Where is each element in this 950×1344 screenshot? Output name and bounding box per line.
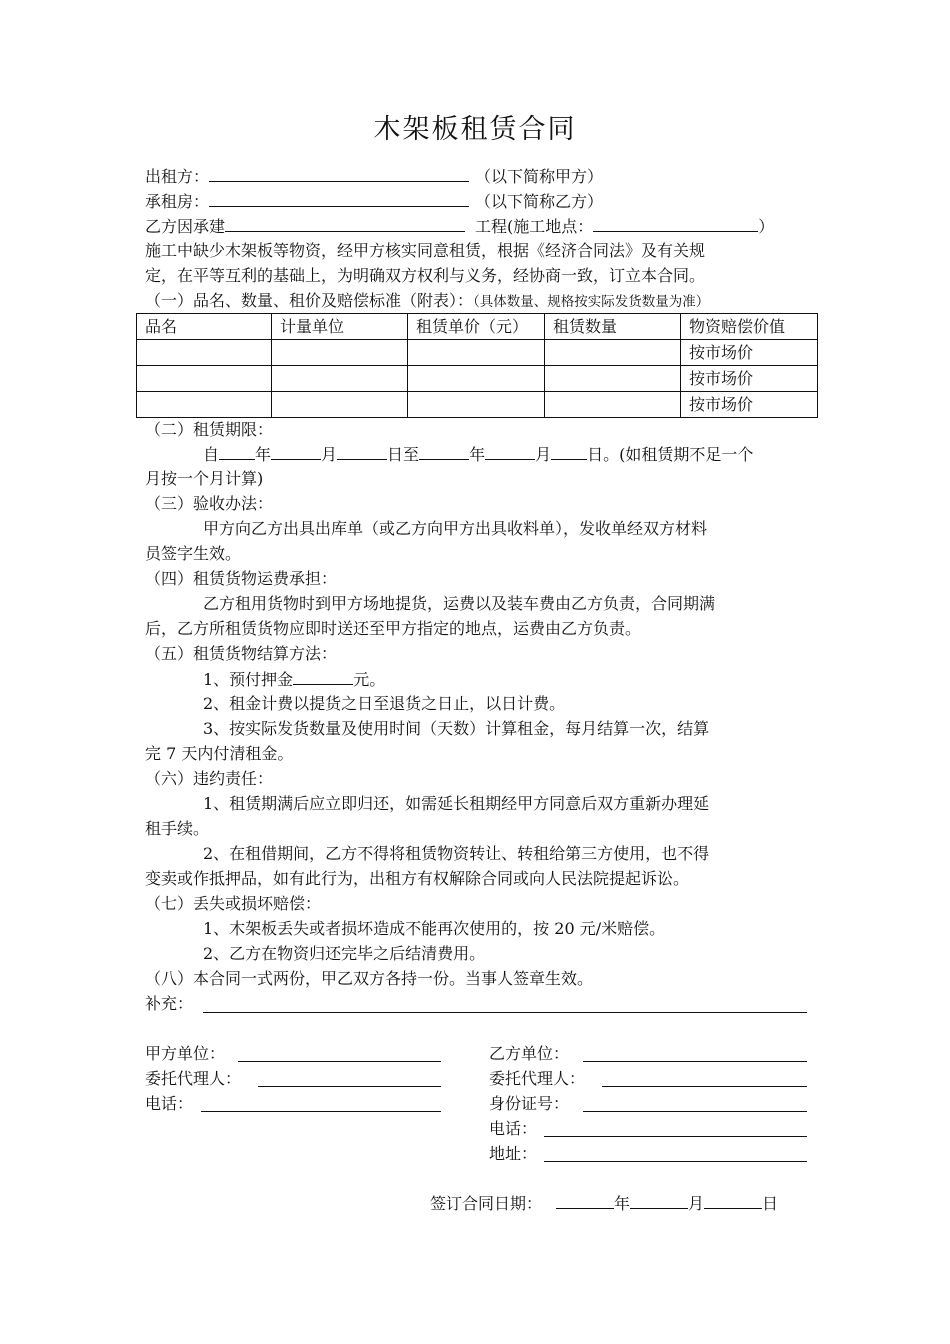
table-row	[137, 340, 818, 366]
page-title: 木架板租赁合同	[373, 114, 577, 145]
section1-heading	[145, 290, 709, 313]
lessee-line	[145, 190, 603, 213]
table-cell[interactable]	[545, 366, 681, 392]
party-a-phone-field[interactable]	[201, 1111, 441, 1112]
party-a-unit-label: 甲方单位：	[145, 1044, 226, 1063]
section7-item2: 2、乙方在物资归还完毕之后结清费用。	[203, 944, 486, 963]
section5-item3-line2: 完 7 天内付清租金。	[145, 744, 294, 763]
table-row	[137, 366, 818, 392]
table-cell[interactable]	[137, 340, 272, 366]
from-label: 自	[203, 445, 220, 464]
party-a-agent-label: 委托代理人：	[145, 1069, 242, 1088]
year-label: 年	[469, 445, 486, 464]
table-cell: 按市场价	[681, 392, 818, 418]
party-b-address-field[interactable]	[544, 1161, 807, 1162]
header-cell: 租赁数量	[545, 314, 681, 340]
end-day-field[interactable]	[551, 443, 587, 460]
project-prefix: 乙方因承建	[145, 217, 226, 236]
table-cell[interactable]	[408, 340, 545, 366]
lessor-label: 出租方：	[145, 167, 210, 186]
sign-year-label: 年	[614, 1194, 631, 1213]
table-cell[interactable]	[272, 340, 408, 366]
sign-date-line	[430, 1192, 778, 1215]
month-label: 月	[321, 445, 338, 464]
table-row	[137, 392, 818, 418]
section3-line1: 甲方向乙方出具出库单（或乙方向甲方出具收料单），发收单经双方材料	[203, 519, 708, 538]
sign-date-label: 签订合同日期：	[430, 1194, 543, 1213]
lessee-field[interactable]	[209, 190, 469, 207]
party-b-unit-label: 乙方单位：	[489, 1044, 570, 1063]
party-a-phone-label: 电话：	[145, 1094, 194, 1113]
deposit-suffix: 元。	[353, 670, 386, 689]
section5-item2: 2、租金计费以提货之日至退货之日止，以日计费。	[203, 694, 566, 713]
project-line	[145, 215, 774, 238]
intro-line-2: 定，在平等互利的基础上，为明确双方权利与义务，经协商一致，订立本合同。	[145, 266, 706, 285]
party-a-unit-field[interactable]	[238, 1061, 441, 1062]
end-month-field[interactable]	[485, 443, 535, 460]
project-mid: 工程(施工地点：	[475, 217, 594, 236]
supplement-label: 补充：	[145, 994, 194, 1013]
table-cell: 按市场价	[681, 366, 818, 392]
end-year-field[interactable]	[419, 443, 469, 460]
header-cell: 租赁单价（元）	[408, 314, 545, 340]
project-name-field[interactable]	[225, 215, 465, 232]
intro-line-1: 施工中缺少木架板等物资，经甲方核实同意租赁，根据《经济合同法》及有关规	[145, 241, 706, 260]
start-year-field[interactable]	[219, 443, 255, 460]
start-month-field[interactable]	[271, 443, 321, 460]
section6-heading: （六）违约责任：	[145, 769, 274, 788]
lease-period-line	[203, 443, 753, 466]
lessor-note: （以下简称甲方）	[475, 167, 604, 186]
section5-heading: （五）租赁货物结算方法：	[145, 644, 338, 663]
section8-line: （八）本合同一式两份，甲乙双方各持一份。当事人签章生效。	[145, 969, 594, 988]
table-cell: 按市场价	[681, 340, 818, 366]
section3-line2: 员签字生效。	[145, 544, 242, 563]
table-cell[interactable]	[272, 366, 408, 392]
section2-heading: （二）租赁期限：	[145, 420, 274, 439]
section4-line2: 后，乙方所租赁货物应即时送还至甲方指定的地点，运费由乙方负责。	[145, 619, 642, 638]
section6-item1-line2: 租手续。	[145, 819, 210, 838]
table-cell[interactable]	[545, 340, 681, 366]
party-b-agent-label: 委托代理人：	[489, 1069, 586, 1088]
sign-day-field[interactable]	[704, 1192, 762, 1209]
header-cell: 计量单位	[272, 314, 408, 340]
header-cell: 物资赔偿价值	[681, 314, 818, 340]
sign-day-label: 日	[762, 1194, 779, 1213]
section6-item2-line2: 变卖或作抵押品，如有此行为，出租方有权解除合同或向人民法院提起诉讼。	[145, 869, 690, 888]
goods-table	[136, 313, 818, 418]
table-cell[interactable]	[137, 366, 272, 392]
lessee-note: （以下简称乙方）	[475, 192, 604, 211]
table-header-row	[137, 314, 818, 340]
sign-month-label: 月	[688, 1194, 705, 1213]
section7-item1: 1、木架板丢失或者损坏造成不能再次使用的，按 20 元/米赔偿。	[203, 919, 666, 938]
section4-line1: 乙方租用货物时到甲方场地提货，运费以及装车费由乙方负责，合同期满	[203, 594, 716, 613]
table-cell[interactable]	[408, 392, 545, 418]
deposit-line	[203, 668, 385, 691]
lessor-line	[145, 165, 603, 188]
section7-heading: （七）丢失或损坏赔偿：	[145, 894, 322, 913]
section6-item1-line1: 1、租赁期满后应立即归还，如需延长租期经甲方同意后双方重新办理延	[203, 794, 710, 813]
deposit-amount-field[interactable]	[293, 668, 353, 685]
party-b-agent-field[interactable]	[602, 1086, 807, 1087]
section1-title: （一）品名、数量、租价及赔偿标准（附表）：	[145, 291, 474, 310]
table-cell[interactable]	[137, 392, 272, 418]
month-label: 月	[535, 445, 552, 464]
header-cell: 品名	[137, 314, 272, 340]
party-a-agent-field[interactable]	[258, 1086, 441, 1087]
party-b-address-label: 地址：	[489, 1144, 538, 1163]
table-cell[interactable]	[545, 392, 681, 418]
supplement-field[interactable]	[203, 1012, 807, 1013]
sign-month-field[interactable]	[630, 1192, 688, 1209]
deposit-label: 1、预付押金	[203, 670, 294, 689]
table-cell[interactable]	[408, 366, 545, 392]
section5-item3-line1: 3、按实际发货数量及使用时间（天数）计算租金，每月结算一次，结算	[203, 719, 710, 738]
project-end: ）	[758, 217, 775, 236]
start-day-field[interactable]	[337, 443, 387, 460]
party-b-unit-field[interactable]	[583, 1061, 807, 1062]
period-note: 日。(如租赁期不足一个	[587, 445, 754, 464]
site-location-field[interactable]	[593, 215, 758, 232]
section6-item2-line1: 2、在租借期间，乙方不得将租赁物资转让、转租给第三方使用，也不得	[203, 844, 710, 863]
table-cell[interactable]	[272, 392, 408, 418]
section2-line2: 月按一个月计算)	[145, 469, 264, 488]
party-b-id-field[interactable]	[583, 1111, 807, 1112]
to-label: 日至	[387, 445, 420, 464]
year-label: 年	[255, 445, 272, 464]
section4-heading: （四）租赁货物运费承担：	[145, 569, 338, 588]
section1-note: （具体数量、规格按实际发货数量为准）	[473, 294, 710, 310]
party-b-phone-label: 电话：	[489, 1119, 538, 1138]
party-b-id-label: 身份证号：	[489, 1094, 570, 1113]
sign-year-field[interactable]	[556, 1192, 614, 1209]
lessee-label: 承租房：	[145, 192, 210, 211]
lessor-field[interactable]	[209, 165, 469, 182]
party-b-phone-field[interactable]	[544, 1136, 807, 1137]
section3-heading: （三）验收办法：	[145, 494, 274, 513]
